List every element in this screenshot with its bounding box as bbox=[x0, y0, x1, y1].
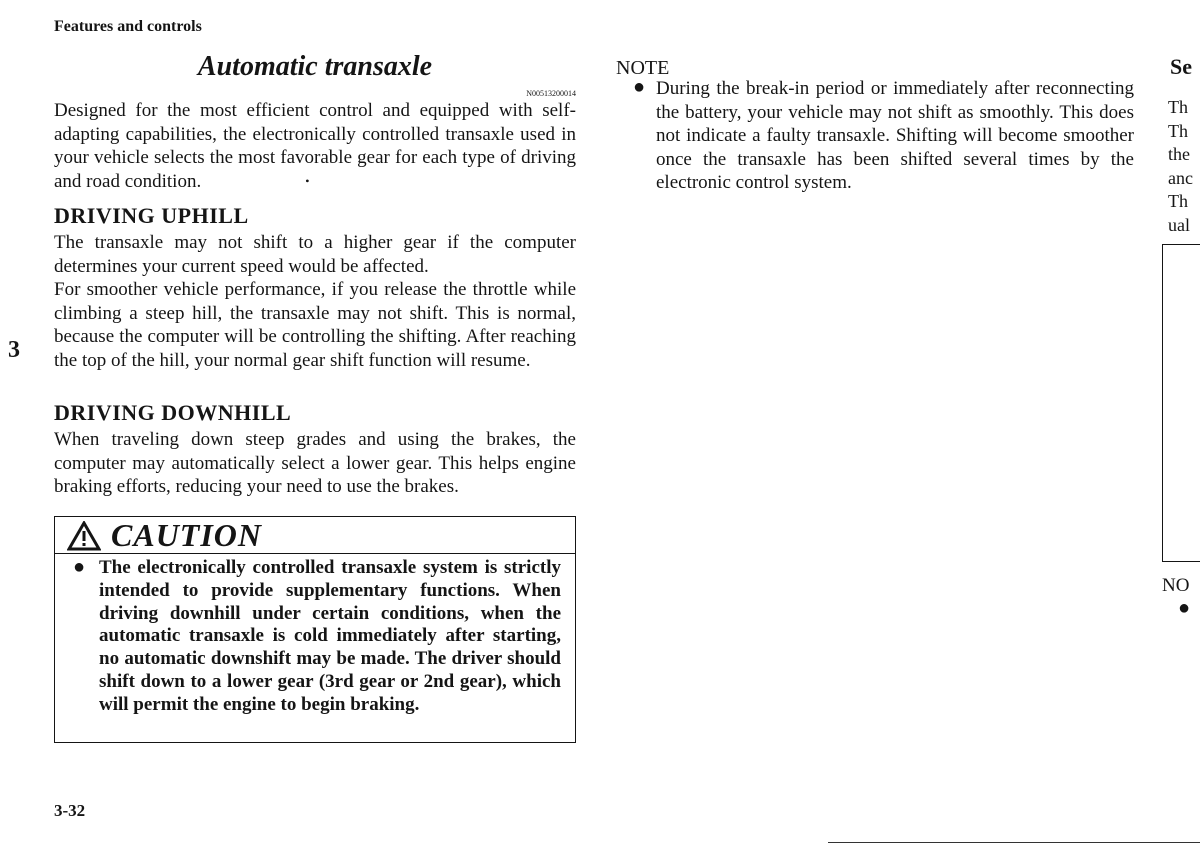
note-label: NOTE bbox=[616, 57, 670, 79]
downhill-text: When traveling down steep grades and using the brakes, the computer may automatically select a lower gear. This helps engine braking efforts, reducing your need to use the brakes. bbox=[54, 429, 576, 497]
right-page-line: anc bbox=[1168, 167, 1193, 188]
right-page-line: ual bbox=[1168, 214, 1190, 235]
right-page-note-label: NO bbox=[1162, 575, 1190, 596]
warning-triangle-icon bbox=[67, 521, 101, 551]
bullet-icon: ● bbox=[1178, 597, 1191, 619]
intro-paragraph bbox=[54, 99, 576, 194]
uphill-text: The transaxle may not shift to a higher gear if the computer determines your current speed would be affected. For smoother vehicle performance, if you release the throttle while climbing a steep hill, the transaxle may not shift. This is normal, because the computer will be controlling the shifting. After reaching the top of the hill, your normal gear shift function will resume. bbox=[54, 232, 576, 371]
right-page-box bbox=[1162, 244, 1200, 562]
caution-title: CAUTION bbox=[111, 517, 263, 553]
downhill-heading: DRIVING DOWNHILL bbox=[54, 400, 292, 425]
caution-header bbox=[67, 517, 262, 554]
right-page-line: the bbox=[1168, 144, 1190, 164]
caution-box bbox=[54, 516, 576, 743]
uphill-heading: DRIVING UPHILL bbox=[54, 203, 249, 228]
bullet-icon: ● bbox=[73, 556, 86, 578]
caution-divider bbox=[55, 553, 575, 554]
right-page-text bbox=[1168, 96, 1193, 237]
bottom-rule bbox=[828, 842, 1200, 843]
intro-text: Designed for the most efficient control and equipped with self-adapting capabilities, the electronically controlled transaxle used in your vehicle selects the most favorable gear for each type of driving and road condition. bbox=[54, 100, 576, 192]
right-page-line: Th bbox=[1168, 191, 1188, 211]
page-number: 3-32 bbox=[54, 801, 86, 820]
section-title: Automatic transaxle bbox=[197, 51, 433, 82]
right-page-heading: Se bbox=[1170, 54, 1192, 79]
caution-body: The electronically controlled transaxle system is strictly intended to provide supplementary functions. When driving downhill under certain conditions, when the automatic transaxle is cold immediately after starting, no automatic downshift may be made. The driver should shift down to a lower gear (3rd gear or 2nd gear), which will permit the engine to begin braking. bbox=[99, 557, 561, 715]
chapter-number: 3 bbox=[8, 337, 20, 363]
right-page-line: Th bbox=[1168, 97, 1188, 117]
reference-code: N00513200014 bbox=[526, 89, 576, 98]
note-text: During the break-in period or immediately after reconnecting the battery, your vehicle may not shift as smoothly. This does not indicate a faulty transaxle. Shifting will become smoother once the transaxle has been shifted several times by the electronic control system. bbox=[656, 78, 1134, 193]
right-page-line: Th bbox=[1168, 120, 1188, 141]
caution-text bbox=[73, 556, 561, 717]
running-header: Features and controls bbox=[54, 18, 202, 35]
bullet-icon: ● bbox=[633, 76, 646, 98]
stray-mark: • bbox=[305, 174, 310, 189]
